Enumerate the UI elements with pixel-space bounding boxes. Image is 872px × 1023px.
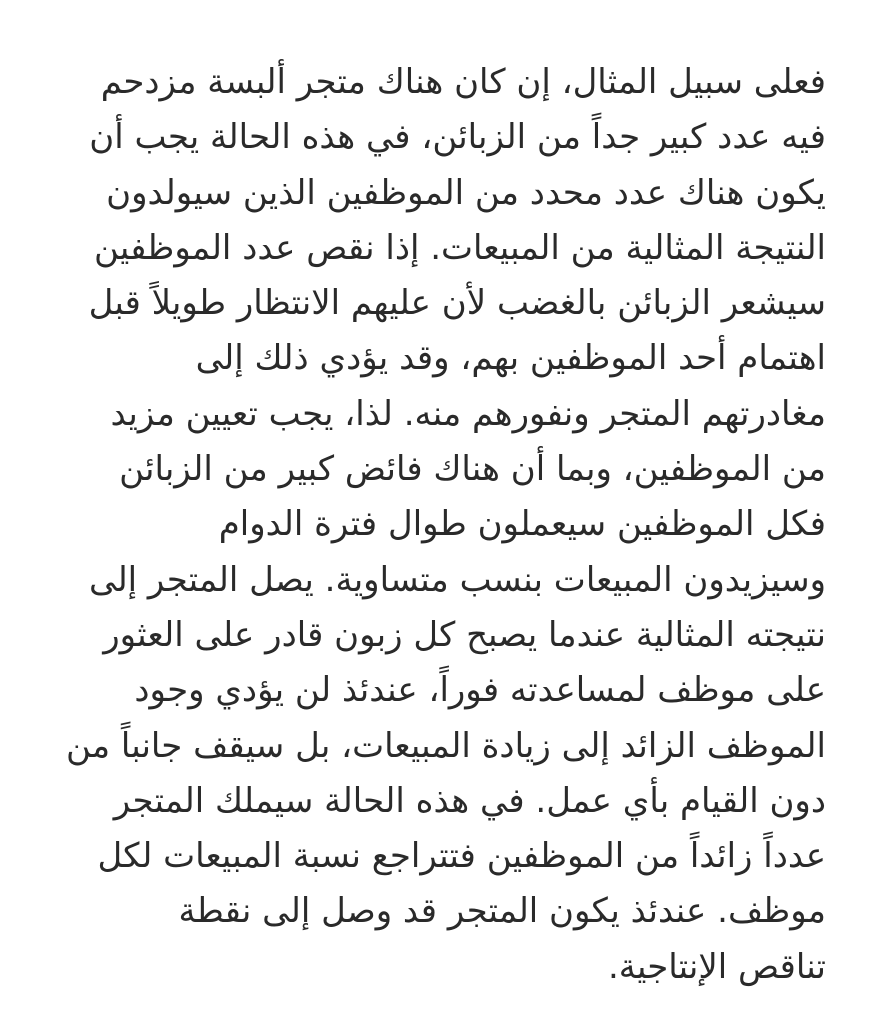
text-line-1: فعلى سبيل المثال، إن كان هناك متجر ألبسة مزدحم <box>100 62 826 102</box>
text-line-13: الموظف الزائد إلى زيادة المبيعات، بل سيقف جانباً من <box>65 725 826 766</box>
text-line-3: يكون هناك عدد محدد من الموظفين الذين سيولدون <box>106 172 826 213</box>
text-line-5: سيشعر الزبائن بالغضب لأن عليهم الانتظار طويلاً قبل <box>88 283 826 324</box>
text-line-4: النتيجة المثالية من المبيعات. إذا نقص عدد الموظفين <box>93 227 826 268</box>
text-line-12: على موظف لمساعدته فوراً، عندئذ لن يؤدي وجود <box>134 670 826 711</box>
text-line-6: اهتمام أحد الموظفين بهم، وقد يؤدي ذلك إلى <box>195 338 826 379</box>
text-line-14: دون القيام بأي عمل. في هذه الحالة سيملك المتجر <box>113 780 826 821</box>
text-line-10: وسيزيدون المبيعات بنسب متساوية. يصل المتجر إلى <box>88 559 826 600</box>
text-line-16: موظف. عندئذ يكون المتجر قد وصل إلى نقطة <box>178 891 826 932</box>
text-line-15: عدداً زائداً من الموظفين فتتراجع نسبة المبيعات لكل <box>97 836 826 877</box>
text-line-9: فكل الموظفين سيعملون طوال فترة الدوام <box>218 504 826 545</box>
text-line-7: مغادرتهم المتجر ونفورهم منه. لذا، يجب تعيين مزيد <box>110 393 826 434</box>
article-text <box>36 55 826 995</box>
text-line-11: نتيجته المثالية عندما يصبح كل زبون قادر على العثور <box>103 614 826 655</box>
text-line-8: من الموظفين، وبما أن هناك فائض كبير من الزبائن <box>119 449 826 490</box>
text-line-17: تناقص الإنتاجية. <box>607 946 826 987</box>
text-line-2: فيه عدد كبير جداً من الزبائن، في هذه الحالة يجب أن <box>89 117 826 158</box>
